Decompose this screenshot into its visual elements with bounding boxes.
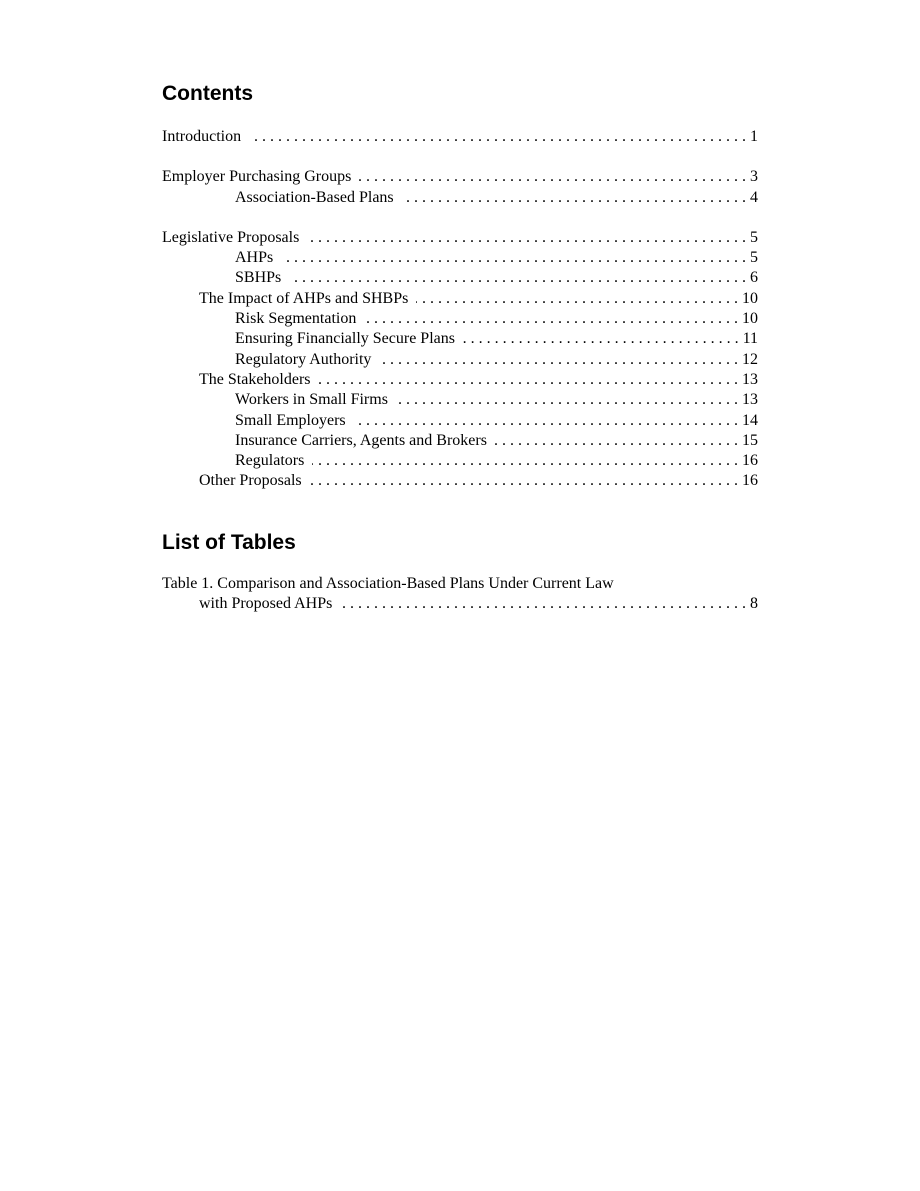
contents-heading: Contents	[162, 82, 253, 105]
toc-entry-title: Risk Segmentation	[235, 310, 357, 328]
toc-dot-leader	[354, 411, 738, 431]
toc-entry-page: 4	[750, 188, 758, 206]
toc-entry-title: SBHPs	[235, 269, 282, 287]
toc-entry-page: 5	[750, 249, 758, 267]
toc-entry[interactable]	[162, 289, 758, 309]
toc-entry-page: 13	[742, 391, 758, 409]
toc-entry[interactable]	[162, 188, 758, 208]
toc-entry[interactable]	[162, 228, 758, 248]
toc-entry-title: Insurance Carriers, Agents and Brokers	[235, 431, 487, 449]
toc-entry[interactable]	[162, 471, 758, 491]
toc-entry-title: Introduction	[162, 128, 242, 145]
toc-dot-leader	[364, 309, 738, 329]
document-page	[162, 80, 758, 614]
table-of-contents	[162, 127, 758, 492]
toc-entry[interactable]	[162, 309, 758, 329]
toc-dot-leader	[379, 350, 738, 370]
toc-dot-leader	[495, 431, 738, 451]
toc-dot-leader	[289, 268, 746, 288]
toc-entry-title: Workers in Small Firms	[235, 391, 388, 409]
toc-dot-leader	[310, 471, 738, 491]
toc-entry[interactable]	[162, 248, 758, 268]
toc-entry-title: Employer Purchasing Groups	[162, 168, 352, 186]
toc-entry-title: Legislative Proposals	[162, 228, 300, 246]
toc-entry-title: AHPs	[235, 249, 274, 267]
toc-entry-title: Association-Based Plans	[235, 188, 394, 206]
toc-entry-page: 14	[742, 411, 758, 429]
toc-dot-leader	[340, 594, 746, 614]
toc-entry[interactable]	[162, 370, 758, 390]
toc-entry-page: 15	[742, 431, 758, 449]
toc-entry[interactable]	[162, 350, 758, 370]
list-of-tables-heading: List of Tables	[162, 530, 296, 554]
table-entry-page: 8	[750, 595, 758, 613]
toc-entry[interactable]	[162, 411, 758, 431]
toc-entry-page: 16	[742, 452, 758, 470]
toc-entry-title: Regulatory Authority	[235, 350, 372, 368]
toc-dot-leader	[307, 228, 746, 248]
toc-entry-page: 13	[742, 370, 758, 388]
toc-entry-title: Ensuring Financially Secure Plans	[235, 330, 455, 348]
toc-entry-page: 10	[742, 289, 758, 307]
toc-entry[interactable]	[162, 390, 758, 410]
list-of-tables	[162, 574, 758, 615]
toc-entry-page: 11	[742, 330, 758, 348]
table-entry[interactable]	[162, 594, 758, 614]
toc-entry-title: The Impact of AHPs and SHBPs	[199, 289, 409, 307]
toc-dot-leader	[359, 167, 746, 187]
toc-entry[interactable]	[162, 127, 758, 147]
toc-entry[interactable]	[162, 167, 758, 187]
toc-entry-page: 10	[742, 310, 758, 328]
toc-entry-title: The Stakeholders	[199, 370, 311, 388]
toc-entry[interactable]	[162, 329, 758, 349]
toc-entry[interactable]	[162, 451, 758, 471]
toc-dot-leader	[312, 451, 738, 471]
toc-entry-title: Other Proposals	[199, 472, 302, 490]
toc-dot-leader	[402, 188, 746, 208]
toc-entry-title: Regulators	[235, 452, 305, 470]
toc-entry-page: 1	[750, 128, 758, 145]
toc-entry-page: 6	[750, 269, 758, 287]
toc-entry-page: 12	[742, 350, 758, 368]
toc-entry[interactable]	[162, 268, 758, 288]
toc-entry-page: 3	[750, 168, 758, 186]
toc-dot-leader	[319, 370, 738, 390]
toc-dot-leader	[463, 329, 739, 349]
toc-dot-leader	[416, 289, 738, 309]
table-entry-title-line2: with Proposed AHPs	[199, 595, 333, 613]
toc-dot-leader	[396, 390, 738, 410]
toc-entry[interactable]	[162, 431, 758, 451]
toc-entry-page: 5	[750, 228, 758, 246]
toc-entry-title: Small Employers	[235, 411, 346, 429]
toc-entry-page: 16	[742, 472, 758, 490]
toc-dot-leader	[281, 248, 746, 268]
toc-dot-leader	[249, 127, 746, 147]
table-entry-title-line1[interactable]: Table 1. Comparison and Association-Based Plans Under Current Law	[162, 574, 614, 592]
